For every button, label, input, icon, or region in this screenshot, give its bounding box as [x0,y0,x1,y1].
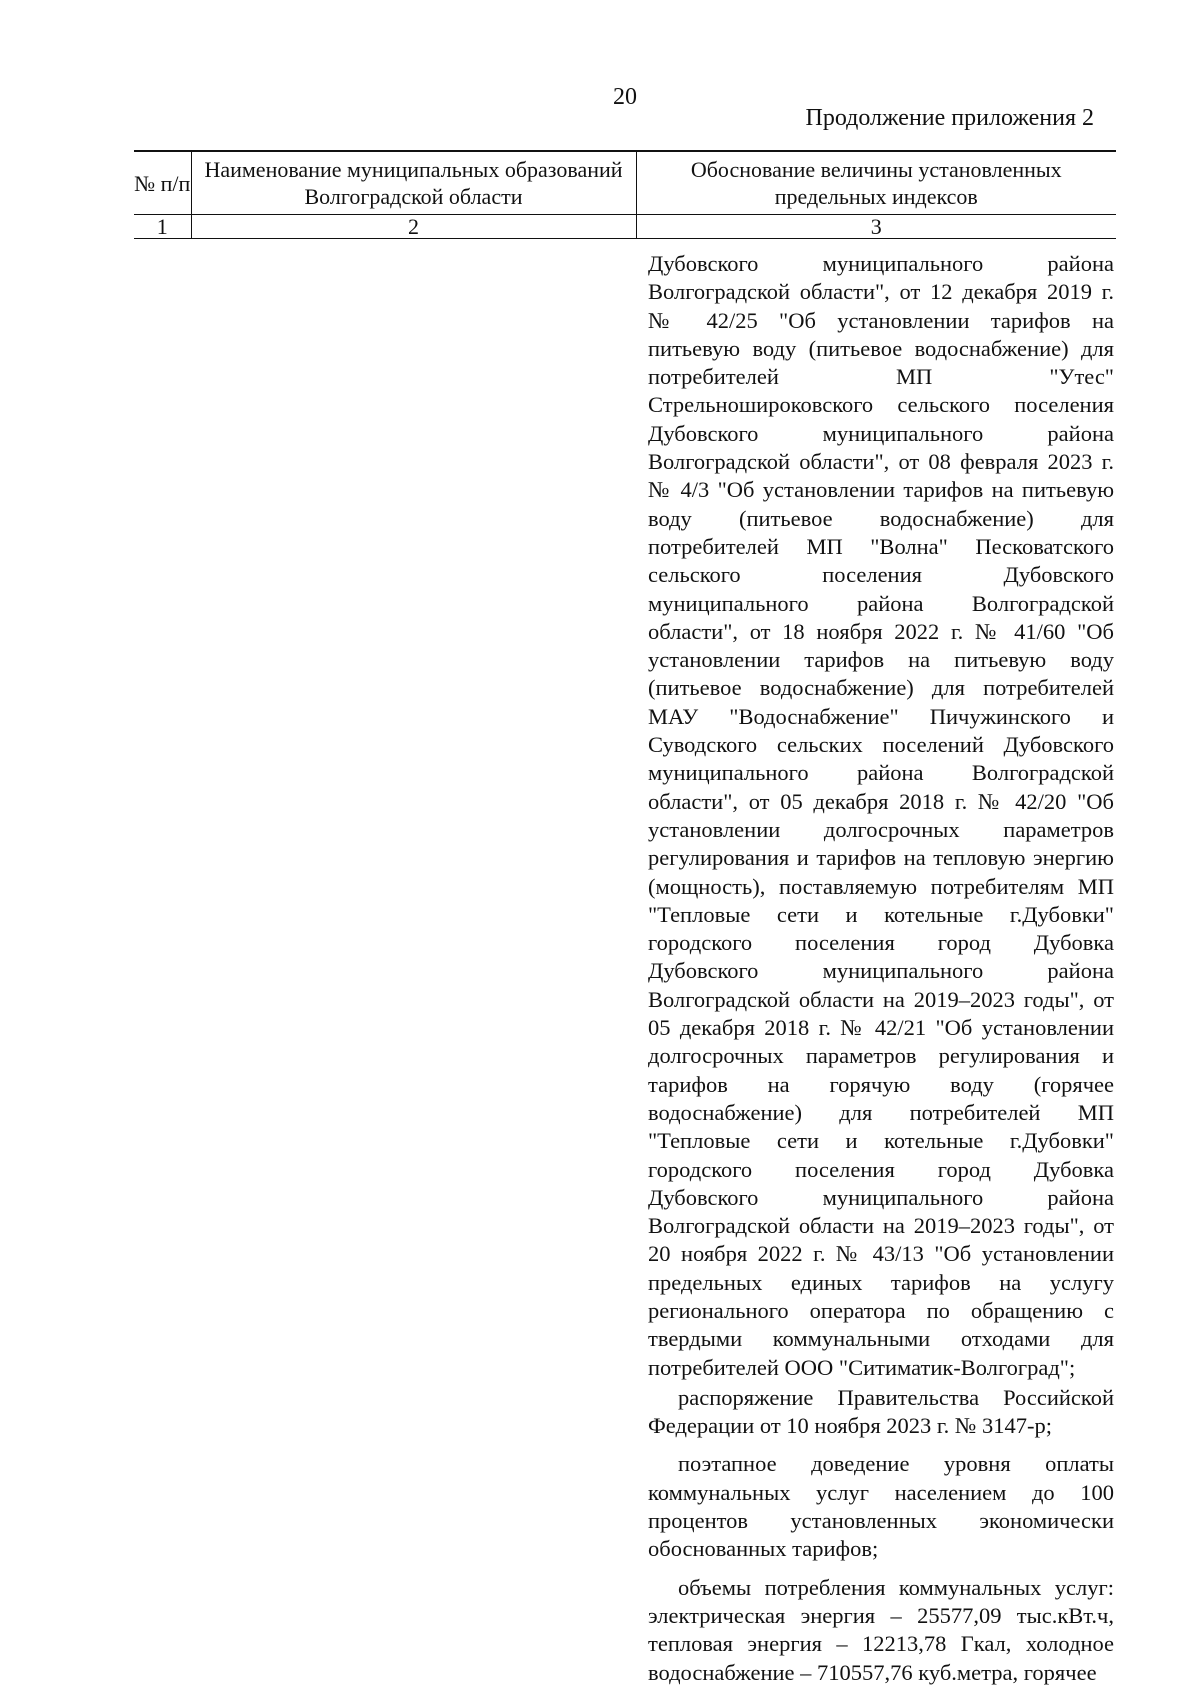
body-paragraph: объемы потребления коммунальных услуг: электрическая энергия – 25577,09 тыс.кВт.ч, тепловая энергия – 12213,78 Гкал, холодное водоснабжение – 710557,76 куб.метра, горячее [648,1574,1114,1685]
body-paragraph: распоряжение Правительства Российской Федерации от 10 ноября 2023 г. № 3147-р; [648,1384,1114,1439]
page-number: 20 [613,84,637,110]
column-header-justification: Обоснование величины установленных предельных индексов [636,151,1116,215]
column-number-3: 3 [636,215,1116,239]
table-header [134,150,1116,239]
column-number-row [134,215,1116,239]
table-header-row [134,151,1116,215]
appendix-continuation-label: Продолжение приложения 2 [805,105,1094,131]
justification-text-column [648,250,1114,1687]
column-header-municipality: Наименование муниципальных образований Волгоградской области [191,151,636,215]
body-paragraph: поэтапное доведение уровня оплаты коммунальных услуг населением до 100 процентов установленных экономически обоснованных тарифов; [648,1451,1114,1562]
column-number-1: 1 [134,215,191,239]
column-header-number: № п/п [134,151,191,215]
body-paragraph: Дубовского муниципального района Волгоградской области", от 12 декабря 2019 г. № 42/25 "Об установлении тарифов на питьевую воду (питьевое водоснабжение) для потребителей МП "Утес" Стрельноширoковского сельского поселения Дубовского муниципального района Волгоградской области", от 08 февраля 2023 г. № 4/3 "Об установлении тарифов на питьевую воду (питьевое водоснабжение) для потребителей МП "Волна" Песковатского сельского поселения Дубовского муниципального района Волгоградской области", от 18 ноября 2022 г. № 41/60 "Об установлении тарифов на питьевую воду (питьевое водоснабжение) для потребителей МАУ "Водоснабжение" Пичужинского и Суводского сельских поселений Дубовского муниципального района Волгоградской области", от 05 декабря 2018 г. № 42/20 "Об установлении долгосрочных параметров регулирования и тарифов на тепловую энергию (мощность), поставляемую потребителям МП "Тепловые сети и котельные г.Дубовки" городского поселения город Дубовка Дубовского муниципального района Волгоградской области на 2019–2023 годы", от 05 декабря 2018 г. № 42/21 "Об установлении долгосрочных параметров регулирования и тарифов на горячую воду (горячее водоснабжение) для потребителей МП "Тепловые сети и котельные г.Дубовки" городского поселения город Дубовка Дубовского муниципального района Волгоградской области на 2019–2023 годы", от 20 ноября 2022 г. № 43/13 "Об установлении предельных единых тарифов на услугу регионального оператора по обращению с твердыми коммунальными отходами для потребителей ООО "Ситиматик-Волгоград"; [648,251,1114,1380]
column-number-2: 2 [191,215,636,239]
